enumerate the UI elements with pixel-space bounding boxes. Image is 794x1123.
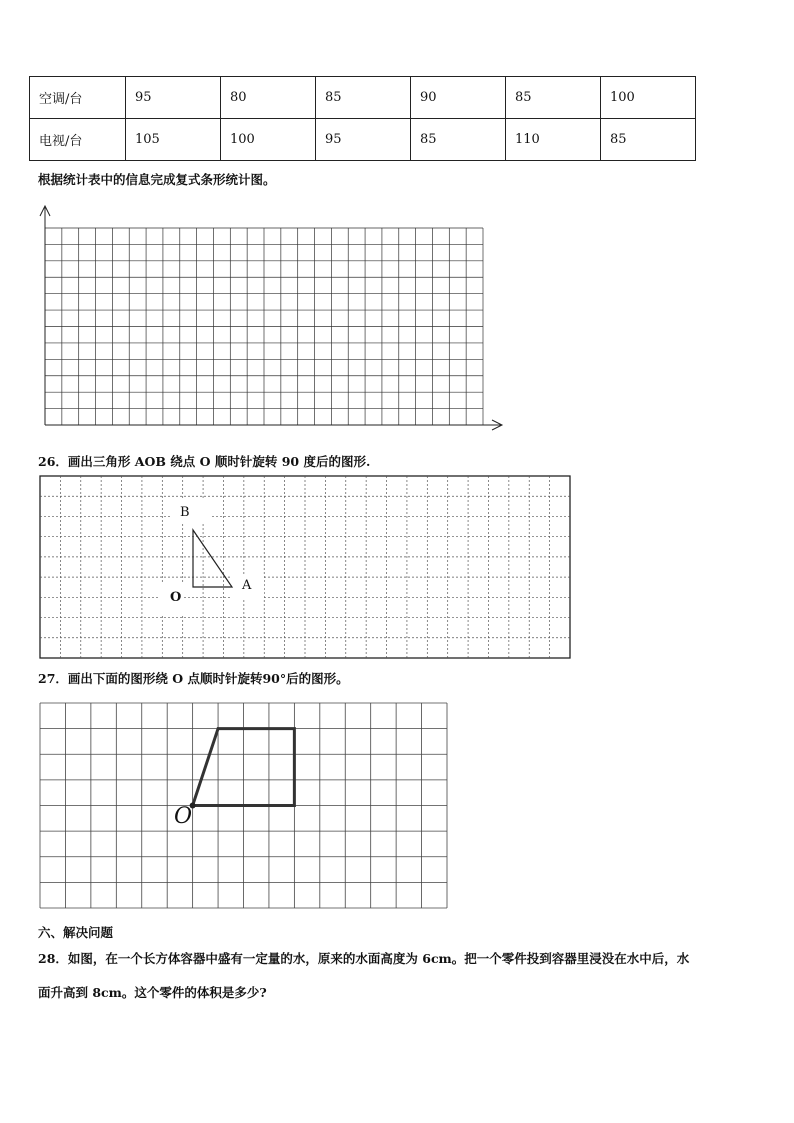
label-o: O: [170, 590, 182, 605]
table-cell: 95: [126, 77, 221, 119]
row-header: 空调/台: [30, 77, 126, 119]
label-b: B: [180, 505, 190, 520]
section-title: 六、解决问题: [38, 925, 114, 940]
table-cell: 85: [601, 119, 696, 161]
q27-text: 27．画出下面的图形绕 O 点顺时针旋转90°后的图形。: [38, 671, 349, 686]
table-cell: 85: [411, 119, 506, 161]
instruction-text: 根据统计表中的信息完成复式条形统计图。: [38, 172, 276, 187]
table-cell: 90: [411, 77, 506, 119]
table-cell: 100: [221, 119, 316, 161]
q27-label-o: O: [174, 804, 193, 829]
table-cell: 110: [506, 119, 601, 161]
q28-line2: 面升高到 8cm。这个零件的体积是多少?: [38, 985, 267, 1000]
table-cell: 105: [126, 119, 221, 161]
label-a: A: [242, 578, 252, 593]
table-cell: 85: [316, 77, 411, 119]
q26-text: 26．画出三角形 AOB 绕点 O 顺时针旋转 90 度后的图形.: [38, 454, 371, 469]
q28-line1: 28．如图，在一个长方体容器中盛有一定量的水，原来的水面高度为 6cm。把一个零件投到容器里浸没在水中后，水: [38, 951, 690, 966]
table-cell: 95: [316, 119, 411, 161]
row-header: 电视/台: [30, 119, 126, 161]
table-cell: 85: [506, 77, 601, 119]
table-cell: 100: [601, 77, 696, 119]
table-cell: 80: [221, 77, 316, 119]
